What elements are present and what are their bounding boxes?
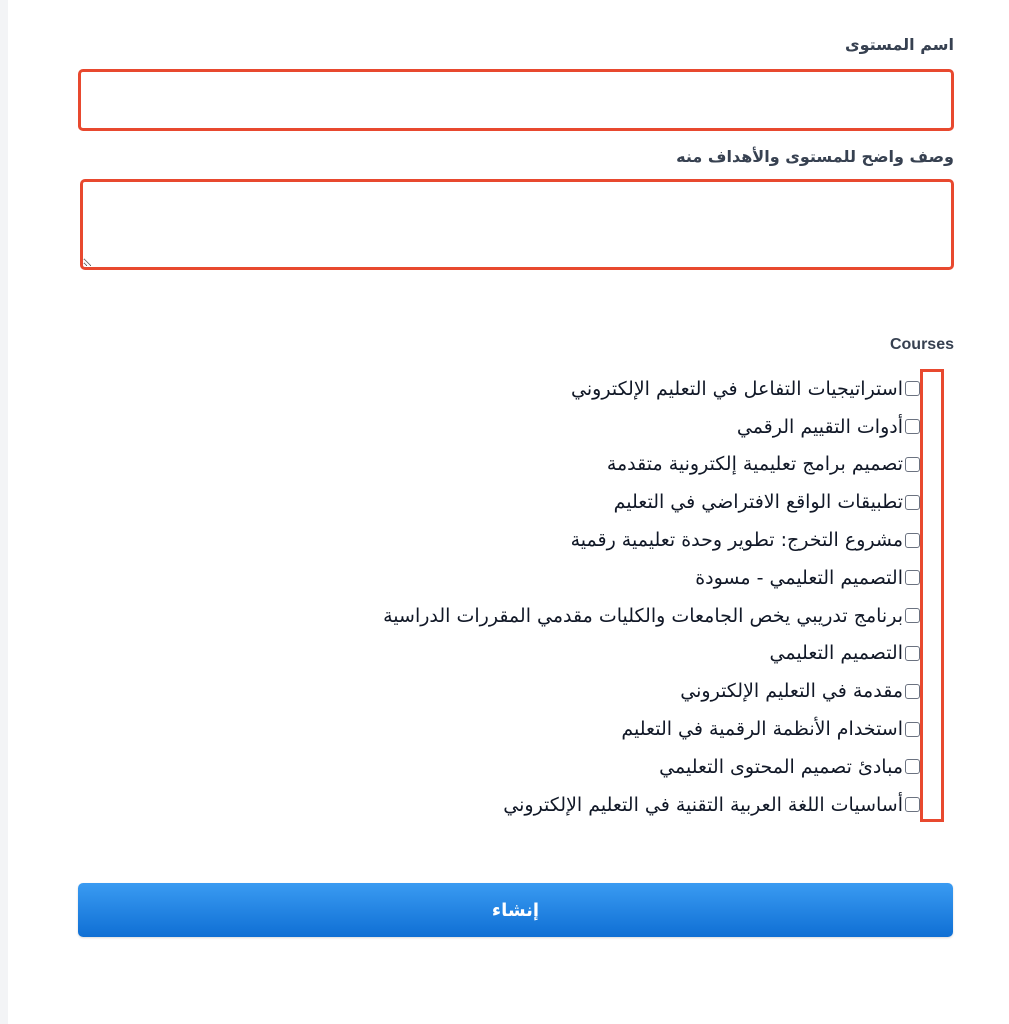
course-checkbox[interactable] [905, 722, 920, 737]
level-name-label: اسم المستوى [844, 35, 954, 54]
course-item[interactable] [100, 748, 920, 786]
course-item[interactable] [100, 483, 920, 521]
course-checkbox[interactable] [905, 381, 920, 396]
description-textarea[interactable] [80, 179, 954, 270]
course-item[interactable] [100, 710, 920, 748]
create-button[interactable]: إنشاء [78, 883, 953, 937]
course-checkbox[interactable] [905, 533, 920, 548]
course-label: التصميم التعليمي [769, 642, 903, 665]
course-label: مبادئ تصميم المحتوى التعليمي [659, 755, 903, 778]
course-checkbox[interactable] [905, 759, 920, 774]
course-checkbox[interactable] [905, 608, 920, 623]
course-item[interactable] [100, 408, 920, 446]
course-item[interactable] [100, 786, 920, 824]
course-checkbox[interactable] [905, 570, 920, 585]
create-level-form [78, 0, 954, 1024]
course-label: استراتيجيات التفاعل في التعليم الإلكتروني [571, 377, 903, 400]
course-label: التصميم التعليمي - مسودة [695, 566, 903, 589]
course-checkbox[interactable] [905, 684, 920, 699]
level-name-input[interactable] [78, 69, 954, 131]
courses-label: Courses [889, 336, 954, 353]
course-item[interactable] [100, 559, 920, 597]
course-list [100, 370, 920, 824]
course-item[interactable] [100, 370, 920, 408]
course-label: تصميم برامج تعليمية إلكترونية متقدمة [606, 453, 903, 476]
course-item[interactable] [100, 521, 920, 559]
course-label: برنامج تدريبي يخص الجامعات والكليات مقدمي المقررات الدراسية [383, 604, 903, 627]
course-checkbox[interactable] [905, 419, 920, 434]
page-edge [0, 0, 8, 1024]
course-checkbox[interactable] [905, 495, 920, 510]
course-item[interactable] [100, 672, 920, 710]
course-item[interactable] [100, 597, 920, 635]
course-label: تطبيقات الواقع الافتراضي في التعليم [613, 491, 903, 514]
course-item[interactable] [100, 635, 920, 673]
course-label: استخدام الأنظمة الرقمية في التعليم [621, 718, 903, 741]
course-checkbox[interactable] [905, 457, 920, 472]
course-label: مقدمة في التعليم الإلكتروني [680, 680, 903, 703]
course-label: مشروع التخرج: تطوير وحدة تعليمية رقمية [570, 529, 903, 552]
course-checkbox[interactable] [905, 797, 920, 812]
description-label: وصف واضح للمستوى والأهداف منه [676, 147, 954, 166]
course-item[interactable] [100, 446, 920, 484]
checkbox-column-highlight [920, 369, 944, 822]
course-label: أساسيات اللغة العربية التقنية في التعليم الإلكتروني [503, 793, 903, 816]
course-checkbox[interactable] [905, 646, 920, 661]
course-label: أدوات التقييم الرقمي [736, 415, 903, 438]
